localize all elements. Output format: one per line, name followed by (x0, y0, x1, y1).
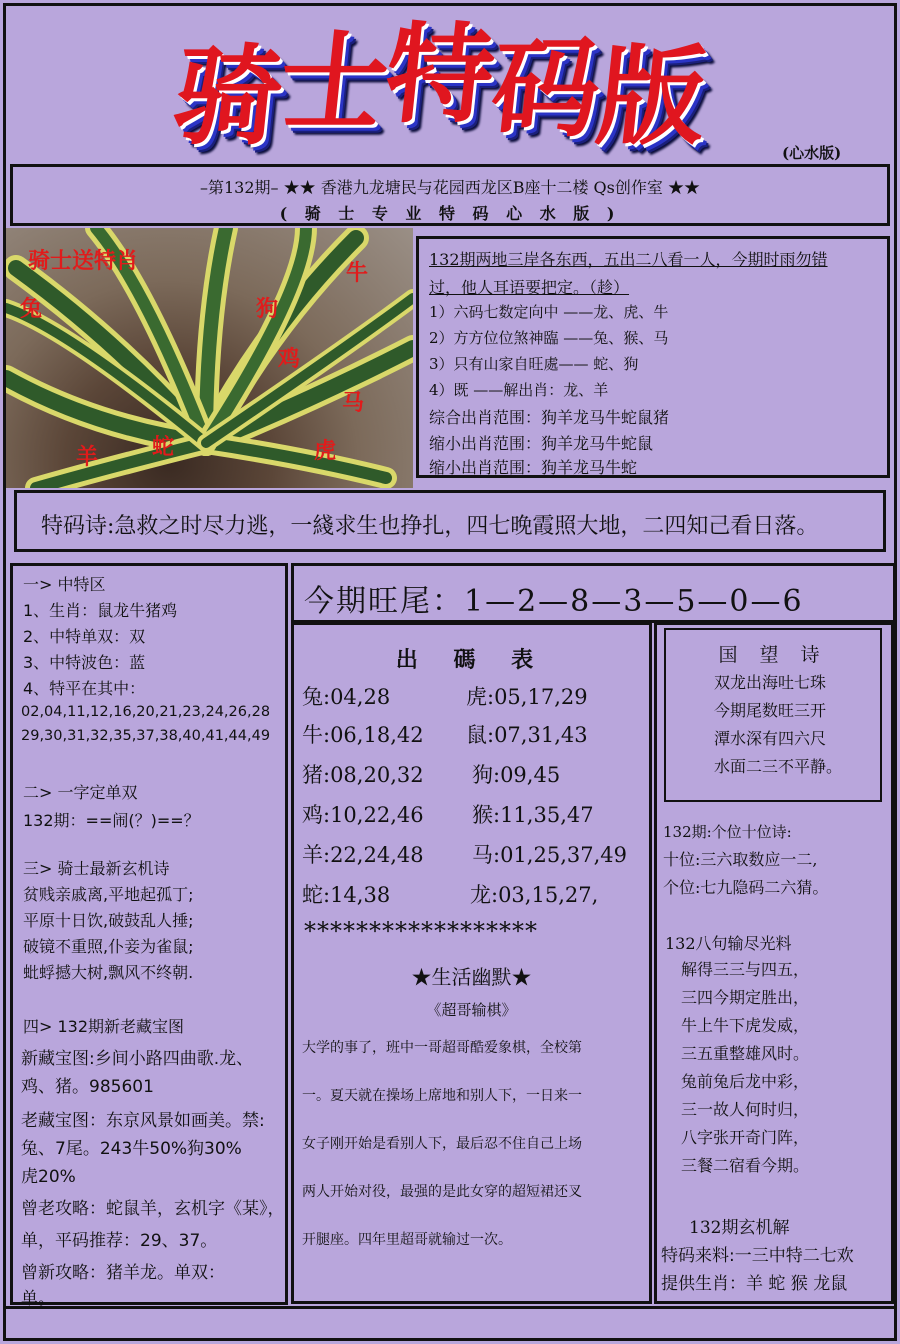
banner-line-2: ( 骑 士 专 业 特 码 心 水 版 ) (279, 204, 621, 223)
eight-line-5: 兔前兔后龙中彩， (681, 1072, 810, 1091)
eight-line-1: 解得三三与四五， (681, 960, 810, 979)
eight-line-8: 三餐二宿看今期。 (681, 1156, 810, 1175)
sec3-line-3: 破镜不重照,仆妾为雀鼠; (23, 937, 194, 956)
info-intro-2: 过，他人耳语要把定。（趁） (429, 278, 630, 297)
national-poem-line-4: 水面二三不平静。 (714, 757, 843, 776)
sec2-line: 132期：==闹(？)==？ (23, 811, 200, 830)
national-poem-line-2: 今期尾数旺三开 (714, 701, 827, 720)
bottom-strip (6, 1306, 894, 1343)
table-cell-4-0: 羊:22,24,48 (302, 843, 424, 867)
info-intro-1: 132期两地三岸各东西，五出二八看一人，今期时雨勿错 (429, 250, 828, 269)
sec3-line-1: 贫贱亲戚离,平地起孤丁; (23, 885, 194, 904)
title-char-1: 骑 (167, 35, 287, 160)
info-line-1: 1）六码七数定向中 ——龙、虎、牛 (429, 303, 669, 321)
left-column (10, 563, 288, 1309)
plant-label-rabbit: 兔 (20, 297, 43, 322)
sec1-title: 一> 中特区 (23, 575, 106, 594)
xuanji-line-1: 特码来料:一三中特二七欢 (661, 1246, 854, 1266)
plant-label-rooster: 鸡 (278, 347, 301, 372)
sec1-line-2: 2、中特单双：双 (23, 627, 146, 646)
sec1-line-3: 3、中特波色：蓝 (23, 653, 146, 672)
table-cell-0-1: 虎:05,17,29 (466, 685, 588, 709)
lucky-tail-text: 今期旺尾：1—2—8—3—5—0—6 (304, 584, 804, 619)
sec4-line-4: 兔、7尾。243牛50%狗30% (21, 1139, 242, 1159)
numbers-line-1: 02,04,11,12,16,20,21,23,24,26,28 (21, 704, 271, 720)
special-poem-text: 特码诗:急救之时尽力逃，一綫求生也挣扎，四七晚霞照大地，二四知己看日落。 (41, 514, 819, 539)
banner-line-1: –第132期– ★★ 香港九龙塘民与花园西龙区B座十二楼 Qs创作室 ★★ (200, 178, 700, 197)
eight-title: 132八句输尽光料 (665, 934, 792, 953)
table-cell-1-0: 牛:06,18,42 (302, 723, 424, 747)
number-table-box (291, 622, 652, 1304)
digit-line-1: 十位:三六取数应一二, (663, 850, 818, 869)
table-cell-4-1: 马:01,25,37,49 (472, 843, 627, 867)
xuanji-line-2: 提供生肖：羊 蛇 猴 龙鼠 (661, 1274, 848, 1294)
prediction-info-box (416, 236, 890, 478)
national-poem-box (664, 628, 882, 802)
eight-line-6: 三一故人何时归， (681, 1100, 810, 1119)
numbers-line-2: 29,30,31,32,35,37,38,40,41,44,49 (21, 728, 271, 744)
sec4-title: 四> 132期新老藏宝图 (23, 1017, 185, 1036)
national-poem-line-3: 潭水深有四六尺 (714, 729, 827, 748)
story-line-4: 两人开始对役，最强的是此女穿的超短裙还叉 (302, 1184, 582, 1200)
table-cell-3-0: 鸡:10,22,46 (302, 803, 424, 827)
eight-line-2: 三四今期定胜出， (681, 988, 810, 1007)
table-cell-3-1: 猴:11,35,47 (472, 803, 594, 827)
edition-label: (心水版) (782, 144, 842, 162)
story-line-3: 女子刚开始是看别人下，最后忍不住自己上场 (302, 1136, 582, 1152)
info-line-3: 3）只有山家自旺處—— 蛇、狗 (429, 355, 639, 373)
sec4-line-1: 新藏宝图:乡间小路四曲歌.龙、 (21, 1049, 254, 1069)
story-line-2: 一。夏天就在操场上席地和别人下，一日来一 (302, 1088, 582, 1104)
sec1-line-4: 4、特平在其中： (23, 679, 146, 698)
plant-label-tiger: 虎 (314, 439, 337, 464)
story-line-1: 大学的事了，班中一哥超哥酷爱象棋，全校第 (302, 1040, 582, 1056)
title-char-3: 特 (379, 13, 499, 138)
title-char-2: 士 (273, 21, 393, 146)
info-line-2: 2）方方位位煞神臨 ——兔、猴、马 (429, 329, 669, 347)
table-cell-2-0: 猪:08,20,32 (302, 763, 424, 787)
title-char-4: 码 (485, 27, 605, 152)
plant-label-title: 骑士送特肖 (28, 249, 139, 274)
sec4-line-2: 鸡、猪。985601 (21, 1077, 154, 1097)
info-range-3: 缩小出肖范围：狗羊龙马牛蛇 (429, 458, 638, 477)
info-range-1: 综合出肖范围：狗羊龙马牛蛇鼠猪 (429, 408, 670, 427)
sec3-title: 三> 骑士最新玄机诗 (23, 859, 170, 878)
sec2-title: 二> 一字定单双 (23, 783, 138, 802)
sec4-line-9: 单。 (21, 1289, 55, 1309)
lucky-tail-box (291, 563, 896, 623)
sec4-line-5: 虎20% (21, 1167, 76, 1187)
eight-line-3: 牛上牛下虎发威， (681, 1016, 810, 1035)
sec4-line-3: 老藏宝图：东京风景如画美。禁: (21, 1111, 265, 1131)
banner (10, 164, 890, 226)
plant-image (6, 228, 413, 488)
national-poem-line-1: 双龙出海吐七珠 (714, 673, 827, 692)
story-line-5: 开腿座。四年里超哥就输过一次。 (302, 1232, 512, 1248)
plant-label-goat: 羊 (76, 445, 99, 470)
plant-label-ox: 牛 (346, 261, 369, 286)
story-title: 《超哥输棋》 (426, 1001, 517, 1019)
table-cell-5-0: 蛇:14,38 (302, 883, 391, 907)
digit-title: 132期:个位十位诗: (663, 823, 792, 841)
plant-label-snake: 蛇 (152, 435, 175, 460)
sec4-line-6: 曾老攻略：蛇鼠羊，玄机字《某》， (21, 1199, 285, 1219)
table-title: 出 碼 表 (395, 647, 548, 673)
info-range-2: 缩小出肖范围：狗羊龙马牛蛇鼠 (429, 434, 654, 453)
table-cell-0-0: 兔:04,28 (302, 685, 391, 709)
sec1-line-1: 1、生肖：鼠龙牛猪鸡 (23, 601, 178, 620)
table-cell-2-1: 狗:09,45 (472, 763, 561, 787)
page-title (110, 13, 770, 165)
eight-line-7: 八字张开奇门阵， (681, 1128, 810, 1147)
sec3-line-4: 蚍蜉撼大树,飘风不终朝. (23, 963, 194, 982)
sec4-line-8: 曾新攻略：猪羊龙。单双： (21, 1263, 225, 1283)
humor-title: ★生活幽默★ (411, 965, 532, 989)
table-cell-1-1: 鼠:07,31,43 (466, 723, 588, 747)
special-poem-bar (14, 490, 886, 552)
stars-divider: ****************** (304, 917, 538, 945)
xuanji-title: 132期玄机解 (689, 1218, 790, 1238)
info-line-4: 4）既 ——解出肖：龙、羊 (429, 381, 609, 399)
national-poem-title: 国 望 诗 (718, 644, 828, 666)
digit-line-2: 个位:七九隐码二六猜。 (663, 878, 829, 897)
plant-label-dog: 狗 (256, 297, 279, 322)
plant-label-horse: 马 (342, 391, 365, 416)
table-cell-5-1: 龙:03,15,27, (470, 883, 599, 907)
title-char-5: 版 (591, 35, 711, 160)
eight-line-4: 三五重整雄风时。 (681, 1044, 810, 1063)
sec3-line-2: 平原十日饮,破鼓乱人捶; (23, 911, 194, 930)
sec4-line-7: 单，平码推荐：29、37。 (21, 1231, 218, 1251)
